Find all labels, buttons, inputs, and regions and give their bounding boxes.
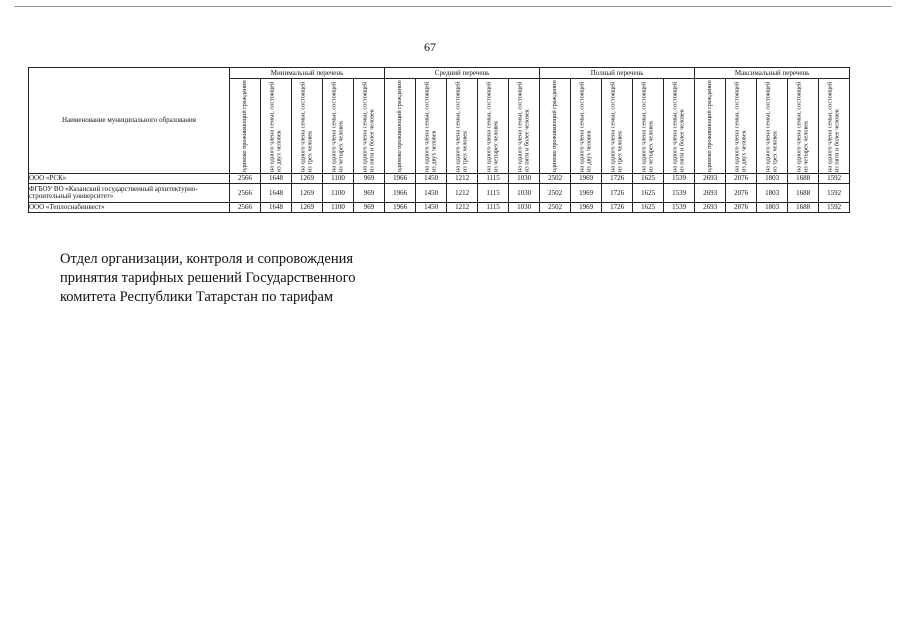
sub-header: одиноко проживающий гражданин: [385, 79, 416, 174]
group-header-row: [29, 68, 850, 79]
table-row: [29, 184, 850, 203]
table-cell: 969: [354, 174, 385, 184]
group-header-minimal: Минимальный перечень: [230, 68, 385, 79]
sub-header: одиноко проживающий гражданин: [695, 79, 726, 174]
group-header-full: Полный перечень: [540, 68, 695, 79]
page-number: 67: [424, 40, 436, 54]
table-cell: 1648: [261, 203, 292, 213]
table-cell: 1688: [788, 203, 819, 213]
table-cell: 969: [354, 203, 385, 213]
sub-header: на одного члена семьи, состоящей из четырех человек: [633, 79, 664, 174]
table-cell: 1539: [664, 203, 695, 213]
table-cell: 1803: [757, 203, 788, 213]
sub-header: на одного члена семьи, состоящей из трех человек: [602, 79, 633, 174]
sub-header: на одного члена семьи, состоящей из пяти и более человек: [819, 79, 850, 174]
organization-name: ФГБОУ ВО «Казанский государственный архитектурно-строительный университет»: [29, 184, 230, 203]
name-column-header: Наименование муниципального образования: [29, 68, 230, 174]
table-row: [29, 203, 850, 213]
table-cell: 1269: [292, 203, 323, 213]
table-cell: 969: [354, 184, 385, 203]
sub-header: на одного члена семьи, состоящей из пяти и более человек: [354, 79, 385, 174]
table-cell: 1688: [788, 184, 819, 203]
table-cell: 1115: [478, 203, 509, 213]
table-cell: 2076: [726, 203, 757, 213]
organization-name: ООО «Теплоснабинвест»: [29, 203, 230, 213]
signature-block: [60, 250, 400, 307]
table-cell: 1212: [447, 184, 478, 203]
table-cell: 1648: [261, 184, 292, 203]
signature-line: принятия тарифных решений Государственного: [60, 270, 356, 286]
page-top-border: [14, 6, 892, 7]
table-cell: 2566: [230, 203, 261, 213]
table-cell: 1212: [447, 203, 478, 213]
table-cell: 1450: [416, 184, 447, 203]
table-cell: 1212: [447, 174, 478, 184]
table-cell: 1030: [509, 184, 540, 203]
table-cell: 1969: [571, 184, 602, 203]
table-cell: 2502: [540, 184, 571, 203]
table-cell: 2076: [726, 174, 757, 184]
sub-header: на одного члена семьи, состоящей из двух человек: [726, 79, 757, 174]
table-cell: 2076: [726, 184, 757, 203]
table-cell: 1966: [385, 174, 416, 184]
sub-header: одиноко проживающий гражданин: [230, 79, 261, 174]
tariff-table: [28, 67, 850, 213]
sub-header: на одного члена семьи, состоящей из четырех человек: [478, 79, 509, 174]
sub-header: на одного члена семьи, состоящей из пяти и более человек: [509, 79, 540, 174]
table-cell: 2502: [540, 203, 571, 213]
sub-header: на одного члена семьи, состоящей из пяти и более человек: [664, 79, 695, 174]
table-cell: 2566: [230, 174, 261, 184]
table-cell: 2693: [695, 184, 726, 203]
table-cell: 1966: [385, 203, 416, 213]
table-cell: 1969: [571, 203, 602, 213]
table-row: [29, 174, 850, 184]
table-cell: 1625: [633, 174, 664, 184]
sub-header: на одного члена семьи, состоящей из трех человек: [292, 79, 323, 174]
table-cell: 1625: [633, 203, 664, 213]
table-cell: 1648: [261, 174, 292, 184]
signature-line: Отдел организации, контроля и сопровождения: [60, 251, 354, 267]
sub-header: на одного члена семьи, состоящей из четырех человек: [788, 79, 819, 174]
table-cell: 1803: [757, 174, 788, 184]
table-cell: 1688: [788, 174, 819, 184]
table-cell: 2693: [695, 174, 726, 184]
table-cell: 1969: [571, 174, 602, 184]
table-cell: 1625: [633, 184, 664, 203]
table-cell: 1592: [819, 184, 850, 203]
table-cell: 1100: [323, 184, 354, 203]
table-cell: 1115: [478, 184, 509, 203]
table-cell: 1966: [385, 184, 416, 203]
table-cell: 1100: [323, 203, 354, 213]
table-cell: 2502: [540, 174, 571, 184]
organization-name: ООО «РСК»: [29, 174, 230, 184]
table-cell: 1030: [509, 174, 540, 184]
table-cell: 2693: [695, 203, 726, 213]
table-cell: 1269: [292, 184, 323, 203]
sub-header: на одного члена семьи, состоящей из двух человек: [416, 79, 447, 174]
table-cell: 1592: [819, 174, 850, 184]
sub-header: на одного члена семьи, состоящей из четырех человек: [323, 79, 354, 174]
table-cell: 1803: [757, 184, 788, 203]
table-cell: 1450: [416, 174, 447, 184]
table-cell: 1539: [664, 174, 695, 184]
sub-header: одиноко проживающий гражданин: [540, 79, 571, 174]
group-header-average: Средний перечень: [385, 68, 540, 79]
table-cell: 1115: [478, 174, 509, 184]
group-header-maximal: Максимальный перечень: [695, 68, 850, 79]
table-cell: 2566: [230, 184, 261, 203]
table-cell: 1726: [602, 184, 633, 203]
table-cell: 1539: [664, 184, 695, 203]
table-cell: 1100: [323, 174, 354, 184]
table-cell: 1450: [416, 203, 447, 213]
table-cell: 1030: [509, 203, 540, 213]
sub-header: на одного члена семьи, состоящей из двух человек: [571, 79, 602, 174]
sub-header: на одного члена семьи, состоящей из трех человек: [757, 79, 788, 174]
table-cell: 1592: [819, 203, 850, 213]
table-cell: 1269: [292, 174, 323, 184]
table-cell: 1726: [602, 203, 633, 213]
sub-header: на одного члена семьи, состоящей из трех человек: [447, 79, 478, 174]
sub-header: на одного члена семьи, состоящей из двух человек: [261, 79, 292, 174]
table-cell: 1726: [602, 174, 633, 184]
signature-line: комитета Республики Татарстан по тарифам: [60, 289, 334, 305]
